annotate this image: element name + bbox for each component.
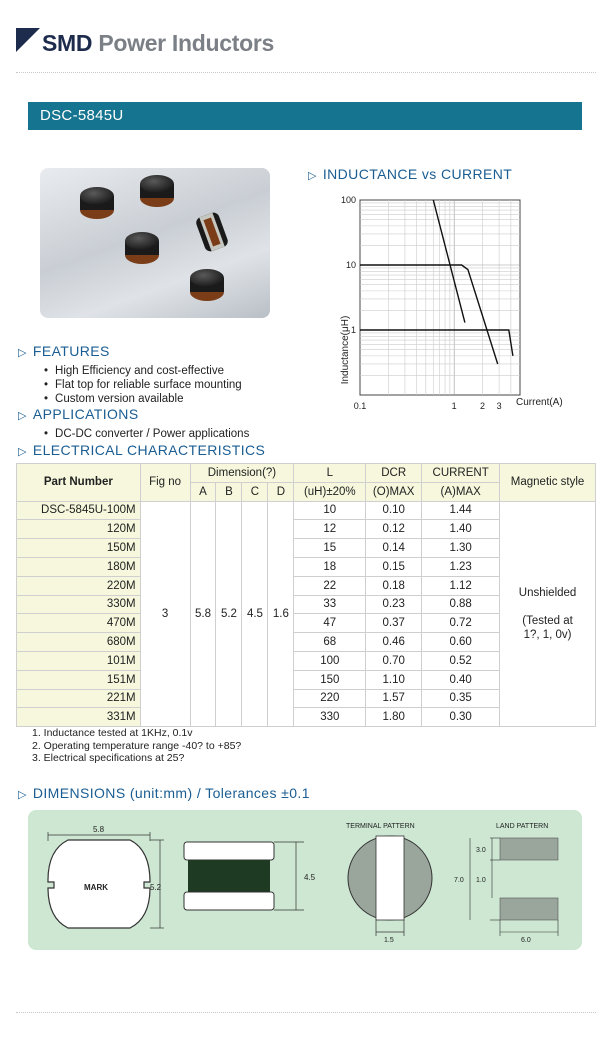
y-tick-label: 100 xyxy=(340,195,356,205)
dim-land-width: 6.0 xyxy=(521,937,531,944)
electrical-table xyxy=(16,463,596,727)
list-item: • Flat top for reliable surface mounting xyxy=(44,378,242,392)
cell-part: 221M xyxy=(17,689,141,708)
cell-part: DSC-5845U-100M xyxy=(17,501,141,520)
inductor-3 xyxy=(125,232,159,264)
cell-l: 150 xyxy=(294,670,366,689)
header-dimension: Dimension(?) xyxy=(190,464,294,483)
x-tick-label: 1 xyxy=(451,401,457,411)
cell-dim-b: 5.2 xyxy=(216,501,242,727)
x-tick-label: 3 xyxy=(496,401,502,411)
cell-l: 100 xyxy=(294,651,366,670)
cell-part: 180M xyxy=(17,557,141,576)
cell-current: 0.40 xyxy=(422,670,500,689)
cell-dim-a: 5.8 xyxy=(190,501,216,727)
header-l-unit: (uH)±20% xyxy=(294,482,366,501)
part-number-bar: DSC-5845U xyxy=(28,102,582,130)
cell-dcr: 0.14 xyxy=(366,539,422,558)
cell-l: 10 xyxy=(294,501,366,520)
header-l: L xyxy=(294,464,366,483)
inductor-2 xyxy=(140,175,174,207)
cell-dcr: 0.46 xyxy=(366,633,422,652)
dim-top-width: 5.8 xyxy=(93,825,105,834)
cell-part: 331M xyxy=(17,708,141,727)
cell-part: 101M xyxy=(17,651,141,670)
cell-current: 0.35 xyxy=(422,689,500,708)
dim-terminal-width: 1.5 xyxy=(384,937,394,944)
triangle-right-icon: ▷ xyxy=(18,446,27,458)
dim-land-total: 7.0 xyxy=(454,877,464,884)
cell-current: 0.72 xyxy=(422,614,500,633)
divider xyxy=(16,1012,596,1013)
cell-dcr: 1.10 xyxy=(366,670,422,689)
list-item: • Custom version available xyxy=(44,392,242,406)
triangle-right-icon: ▷ xyxy=(18,789,27,801)
inductor-4 xyxy=(195,211,230,253)
cell-dcr: 0.23 xyxy=(366,595,422,614)
notes-list xyxy=(32,727,241,765)
section-title-applications: ▷ APPLICATIONS xyxy=(18,406,139,422)
cell-dim-c: 4.5 xyxy=(242,501,268,727)
terminal-title: TERMINAL PATTERN xyxy=(346,823,415,830)
header-magnetic: Magnetic style xyxy=(500,464,596,502)
mark-label: MARK xyxy=(84,883,108,892)
applications-list xyxy=(44,427,249,441)
section-title-features: ▷ FEATURES xyxy=(18,343,110,359)
cell-part: 330M xyxy=(17,595,141,614)
cell-magnetic: Unshielded (Tested at 1?, 1, 0v) xyxy=(500,501,596,727)
cell-current: 0.60 xyxy=(422,633,500,652)
cell-l: 15 xyxy=(294,539,366,558)
dim-side-height: 4.5 xyxy=(304,873,316,882)
y-tick-label: 1 xyxy=(350,325,356,335)
chart-xlabel: Current(A) xyxy=(516,397,563,408)
cell-part: 150M xyxy=(17,539,141,558)
triangle-right-icon: ▷ xyxy=(308,170,317,182)
cell-l: 33 xyxy=(294,595,366,614)
table-row xyxy=(17,501,596,520)
inductor-1 xyxy=(80,187,114,219)
chart-ylabel: Inductance(μH) xyxy=(340,315,351,385)
header-dcr-unit: (O)MAX xyxy=(366,482,422,501)
inductor-5 xyxy=(190,269,224,301)
x-tick-label: 0.1 xyxy=(353,401,367,411)
header-current: CURRENT xyxy=(422,464,500,483)
cell-l: 68 xyxy=(294,633,366,652)
section-title-dimensions: ▷ DIMENSIONS (unit:mm) / Tolerances ±0.1 xyxy=(18,785,310,801)
cell-dcr: 0.18 xyxy=(366,576,422,595)
product-photo xyxy=(40,168,270,318)
header-part-number: Part Number xyxy=(17,464,141,502)
header-c: C xyxy=(242,482,268,501)
cell-part: 220M xyxy=(17,576,141,595)
dim-land-a: 3.0 xyxy=(476,847,486,854)
cell-current: 1.44 xyxy=(422,501,500,520)
y-tick-label: 10 xyxy=(345,260,356,270)
list-item: • DC-DC converter / Power applications xyxy=(44,427,249,441)
dim-top-height: 5.2 xyxy=(150,883,162,892)
cell-dcr: 0.37 xyxy=(366,614,422,633)
plot-frame xyxy=(360,200,520,395)
header-a: A xyxy=(190,482,216,501)
list-item: • High Efficiency and cost-effective xyxy=(44,364,242,378)
side-view-drawing xyxy=(184,842,316,910)
note: 1. Inductance tested at 1KHz, 0.1v xyxy=(32,727,193,739)
dim-land-gap: 1.0 xyxy=(476,877,486,884)
header-d: D xyxy=(268,482,294,501)
dimension-drawing-panel xyxy=(28,810,582,950)
note: 3. Electrical specifications at 25? xyxy=(32,752,185,764)
cell-current: 0.88 xyxy=(422,595,500,614)
features-list xyxy=(44,364,242,406)
header-current-unit: (A)MAX xyxy=(422,482,500,501)
cell-dim-d: 1.6 xyxy=(268,501,294,727)
cell-part: 680M xyxy=(17,633,141,652)
header-b: B xyxy=(216,482,242,501)
cell-dcr: 0.70 xyxy=(366,651,422,670)
cell-l: 12 xyxy=(294,520,366,539)
cell-dcr: 1.80 xyxy=(366,708,422,727)
x-tick-label: 2 xyxy=(480,401,486,411)
cell-l: 220 xyxy=(294,689,366,708)
triangle-right-icon: ▷ xyxy=(18,347,27,359)
cell-current: 0.30 xyxy=(422,708,500,727)
section-title-electrical: ▷ ELECTRICAL CHARACTERISTICS xyxy=(18,442,266,458)
cell-part: 151M xyxy=(17,670,141,689)
triangle-right-icon: ▷ xyxy=(18,410,27,422)
cell-dcr: 1.57 xyxy=(366,689,422,708)
cell-current: 1.40 xyxy=(422,520,500,539)
inductance-current-chart xyxy=(330,190,570,415)
cell-l: 330 xyxy=(294,708,366,727)
page-header xyxy=(16,26,596,62)
cell-current: 1.12 xyxy=(422,576,500,595)
cell-l: 47 xyxy=(294,614,366,633)
terminal-pattern-drawing xyxy=(346,823,432,944)
cell-l: 18 xyxy=(294,557,366,576)
land-pattern-drawing xyxy=(454,823,558,944)
divider xyxy=(16,72,596,73)
cell-current: 1.23 xyxy=(422,557,500,576)
cell-part: 470M xyxy=(17,614,141,633)
cell-current: 1.30 xyxy=(422,539,500,558)
cell-fig-no: 3 xyxy=(140,501,190,727)
section-title-inductance: ▷ INDUCTANCE vs CURRENT xyxy=(308,166,513,182)
top-view-drawing xyxy=(48,825,164,928)
cell-dcr: 0.10 xyxy=(366,501,422,520)
note: 2. Operating temperature range -40? to +85? xyxy=(32,739,242,752)
land-title: LAND PATTERN xyxy=(496,823,549,830)
cell-current: 0.52 xyxy=(422,651,500,670)
header-dcr: DCR xyxy=(366,464,422,483)
cell-dcr: 0.12 xyxy=(366,520,422,539)
header-fig-no: Fig no xyxy=(140,464,190,502)
page-title: SMD Power Inductors xyxy=(42,30,275,56)
cell-l: 22 xyxy=(294,576,366,595)
brand-corner-icon xyxy=(16,28,40,52)
cell-dcr: 0.15 xyxy=(366,557,422,576)
cell-part: 120M xyxy=(17,520,141,539)
